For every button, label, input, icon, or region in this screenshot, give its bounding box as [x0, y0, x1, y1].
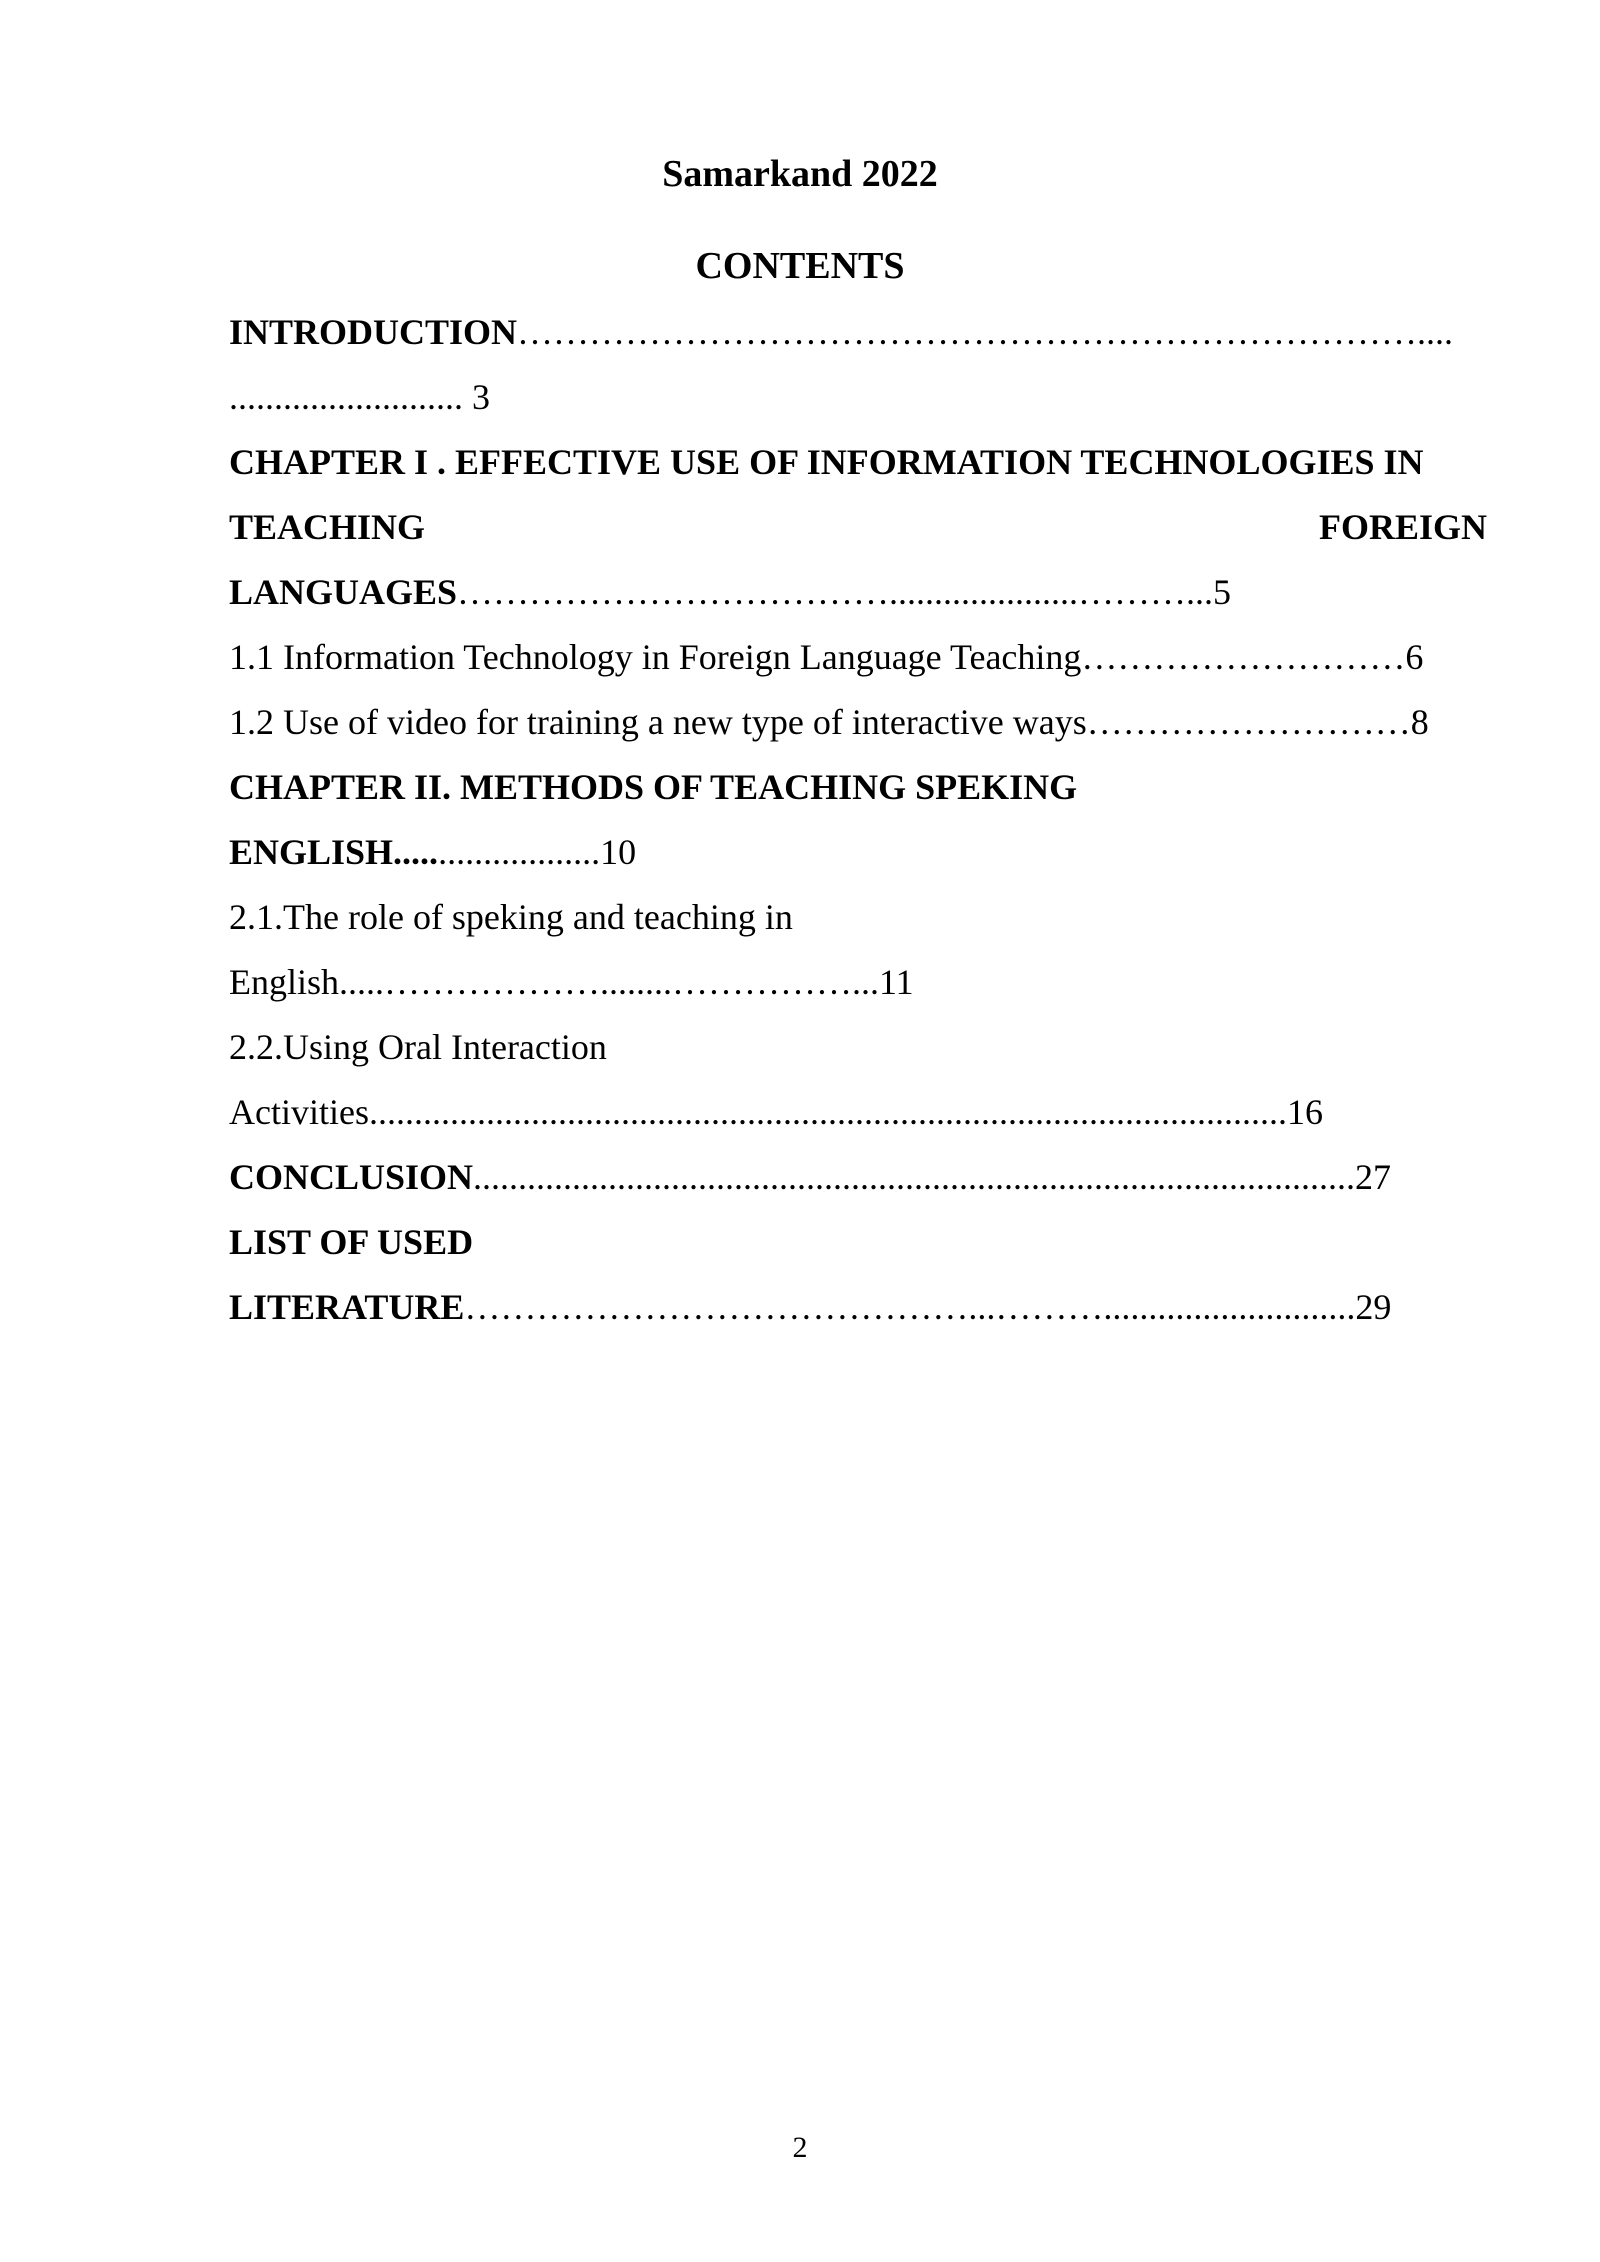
toc-section-1-2-text: 1.2 Use of video for training a new type of interactive ways	[229, 702, 1087, 742]
toc-chapter2-line2	[229, 830, 636, 874]
toc-conclusion-title: CONCLUSION	[229, 1157, 474, 1197]
toc-section-2-2-line1: 2.2.Using Oral Interaction	[229, 1027, 607, 1067]
toc-chapter2-line1: CHAPTER II. METHODS OF TEACHING SPEKING	[229, 767, 1078, 807]
toc-section-2-1-line2: English.....………………........……………...11	[229, 962, 914, 1002]
toc-section-1-2-leader: ………………………8	[1086, 702, 1429, 742]
toc-introduction-leader: …………………………………………………………………....	[517, 312, 1454, 352]
toc-literature-line2	[229, 1285, 1391, 1329]
contents-title: CONTENTS	[695, 245, 905, 287]
toc-chapter1-languages: LANGUAGES	[229, 572, 458, 612]
toc-chapter2-leader: ..................10	[438, 832, 637, 872]
toc-literature-title: LITERATURE	[229, 1287, 465, 1327]
toc-chapter1-foreign: FOREIGN	[1318, 507, 1487, 547]
toc-conclusion-leader: ..................................................................................................27	[473, 1157, 1392, 1197]
toc-chapter1-teaching: TEACHING	[229, 507, 426, 547]
toc-section-1-1-text: 1.1 Information Technology in Foreign Language Teaching	[229, 637, 1082, 677]
toc-introduction-page: .......................... 3	[229, 377, 490, 417]
toc-introduction	[229, 310, 1453, 354]
toc-chapter1-line2	[229, 505, 1487, 549]
toc-section-1-2	[229, 700, 1429, 744]
toc-chapter1-line1: CHAPTER I . EFFECTIVE USE OF INFORMATION TECHNOLOGIES IN	[229, 442, 1424, 482]
toc-section-1-1-leader: ………………………6	[1081, 637, 1424, 677]
place-year: Samarkand 2022	[662, 153, 938, 195]
toc-chapter1-line3	[229, 570, 1231, 614]
page-number: 2	[792, 2131, 808, 2164]
toc-section-2-1-line1: 2.1.The role of speking and teaching in	[229, 897, 793, 937]
toc-introduction-title: INTRODUCTION	[229, 312, 518, 352]
toc-conclusion	[229, 1155, 1391, 1199]
toc-literature-leader: ……………………………………...………............................29	[464, 1287, 1392, 1327]
toc-section-1-1	[229, 635, 1423, 679]
toc-chapter1-leader: ……………………………….....................………...5	[457, 572, 1232, 612]
toc-chapter2-english: ENGLISH.....	[229, 832, 439, 872]
toc-section-2-2-line2: Activities......................................................................................................16	[229, 1092, 1323, 1132]
toc-literature-line1: LIST OF USED	[229, 1222, 474, 1262]
